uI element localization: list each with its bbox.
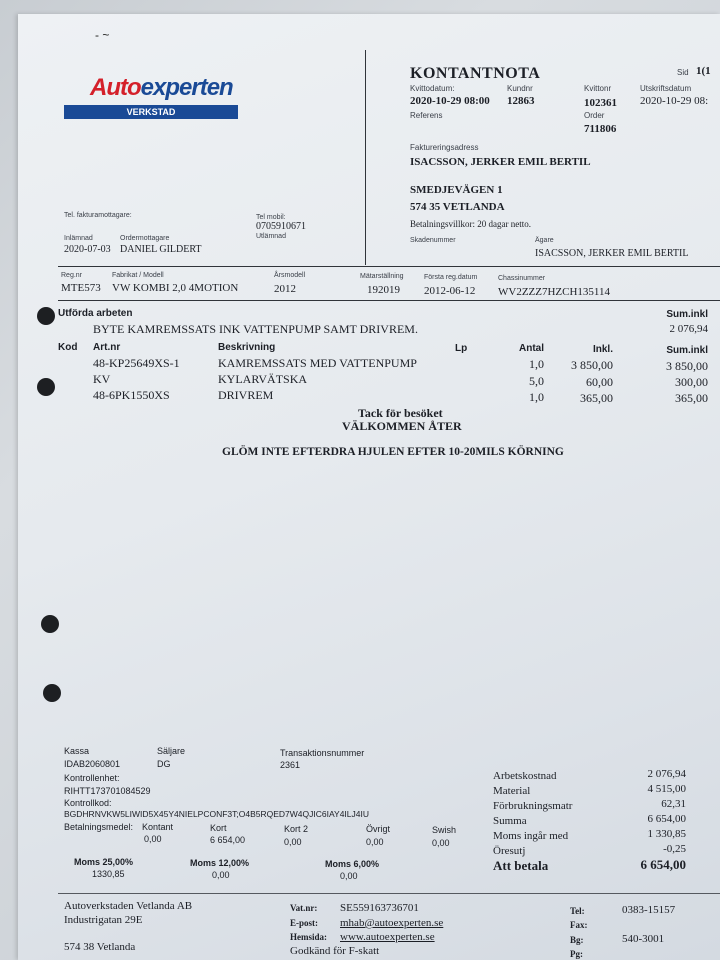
moms-25-label: Moms 25,00% xyxy=(74,857,134,867)
col-artnr: Art.nr xyxy=(93,342,121,353)
method-kort2-label: Kort 2 xyxy=(284,824,309,834)
footer-bg-label: Bg: xyxy=(570,935,584,945)
billing-city: 574 35 VETLANDA xyxy=(410,201,505,213)
row-antal: 1,0 xyxy=(529,357,544,371)
row-antal: 5,0 xyxy=(529,374,544,388)
footer-street: Industrigatan 29E xyxy=(64,914,143,926)
trans-label: Transaktionsnummer xyxy=(280,748,365,758)
footer-fskatt: Godkänd för F-skatt xyxy=(290,945,380,957)
tel-label: Tel. fakturamottagare: xyxy=(64,212,132,219)
referens-label: Referens xyxy=(410,111,443,120)
saljare-value: DG xyxy=(157,759,171,769)
att-betala-label: Att betala xyxy=(493,858,549,873)
payment-terms: Betalningsvillkor: 20 dagar netto. xyxy=(410,219,531,229)
method-ovrigt-value: 0,00 xyxy=(366,837,384,847)
kontrollenhet-value: RIHTT173701084529 xyxy=(64,786,151,796)
footer-email-link[interactable]: mhab@autoexperten.se xyxy=(340,917,444,929)
punch-hole-1 xyxy=(37,307,55,325)
welcome-message: VÄLKOMMEN ÅTER xyxy=(342,419,462,433)
mobil-label: Tel mobil: xyxy=(256,214,286,221)
betalning-label: Betalningsmedel: xyxy=(64,822,134,832)
kontrollkod-label: Kontrollkod: xyxy=(64,798,112,808)
footer-fax-label: Fax: xyxy=(570,920,588,930)
total-summa-value: 6 654,00 xyxy=(647,813,686,825)
regnr-label: Reg.nr xyxy=(61,272,83,279)
trans-value: 2361 xyxy=(280,760,301,770)
work-suminkl-label: Sum.inkl xyxy=(666,309,708,320)
ordermottagare-value: DANIEL GILDERT xyxy=(120,244,202,255)
year-value: 2012 xyxy=(274,283,296,295)
logo-auto-text: Auto xyxy=(90,74,141,101)
mobil-value: 0705910671 xyxy=(256,221,306,232)
method-swish-label: Swish xyxy=(432,825,457,835)
kundnr-value: 12863 xyxy=(507,95,535,107)
row-desc: KYLARVÄTSKA xyxy=(218,372,308,386)
moms-12-value: 0,00 xyxy=(212,870,230,880)
utskrift-label: Utskriftsdatum xyxy=(640,84,692,93)
work-section-label: Utförda arbeten xyxy=(58,308,133,319)
total-arbetskostnad-label: Arbetskostnad xyxy=(493,770,557,782)
total-moms-label: Moms ingår med xyxy=(493,830,569,842)
method-kontant-label: Kontant xyxy=(142,822,174,832)
meter-label: Mätarställning xyxy=(360,273,404,280)
col-lp: Lp xyxy=(455,343,468,354)
year-label: Årsmodell xyxy=(274,272,306,279)
total-arbetskostnad-value: 2 076,94 xyxy=(647,768,686,780)
total-summa-label: Summa xyxy=(493,815,527,827)
punch-hole-4 xyxy=(43,684,61,702)
kontrollenhet-label: Kontrollenhet: xyxy=(64,773,120,783)
order-value: 711806 xyxy=(584,123,617,135)
total-material-value: 4 515,00 xyxy=(647,783,686,795)
footer-company: Autoverkstaden Vetlanda AB xyxy=(64,900,193,912)
kassa-value: IDAB2060801 xyxy=(64,759,121,769)
row-artnr: KV xyxy=(93,372,111,386)
billing-name: ISACSSON, JERKER EMIL BERTIL xyxy=(410,156,591,168)
method-kort2-value: 0,00 xyxy=(284,837,302,847)
col-kod: Kod xyxy=(58,342,78,353)
ordermottagare-label: Ordermottagare xyxy=(120,235,170,242)
agare-label: Ägare xyxy=(535,237,554,244)
logo-experten-text: experten xyxy=(140,74,233,101)
kvittodatum-label: Kvittodatum: xyxy=(410,84,455,93)
footer-city: 574 38 Vetlanda xyxy=(64,941,136,953)
col-inkl: Inkl. xyxy=(592,344,613,355)
footer-web-link[interactable]: www.autoexperten.se xyxy=(340,931,435,943)
kontrollkod-value: BGDHRNVKW5LIWID5X45Y4NIELPCONF3T;O4B5RQED7W4QJIC6IAY4ILJ4IU xyxy=(64,809,369,819)
total-forbrukning-value: 62,31 xyxy=(661,798,686,810)
saljare-label: Säljare xyxy=(157,746,186,756)
row-sum: 300,00 xyxy=(675,375,708,389)
col-beskrivning: Beskrivning xyxy=(218,342,276,353)
logo-verkstad-banner: VERKSTAD xyxy=(64,105,238,119)
footer-pg-label: Pg: xyxy=(570,949,583,959)
row-artnr: 48-KP25649XS-1 xyxy=(93,356,180,370)
method-kontant-value: 0,00 xyxy=(144,834,162,844)
utskrift-value: 2020-10-29 08: xyxy=(640,95,709,107)
total-oresutj-label: Öresutj xyxy=(493,845,526,857)
kundnr-label: Kundnr xyxy=(507,84,533,93)
agare-value: ISACSSON, JERKER EMIL BERTIL xyxy=(535,248,689,259)
page-value: 1(1 xyxy=(696,65,711,77)
page-label: Sid xyxy=(677,68,689,77)
footer-email-label: E-post: xyxy=(290,918,319,928)
billing-street: SMEDJEVÄGEN 1 xyxy=(410,184,503,196)
work-description-sum: 2 076,94 xyxy=(669,323,708,335)
row-antal: 1,0 xyxy=(529,390,544,404)
thanks-message: Tack för besöket xyxy=(358,406,443,420)
row-desc: DRIVREM xyxy=(218,388,274,402)
header-divider xyxy=(365,50,366,265)
method-ovrigt-label: Övrigt xyxy=(366,824,391,834)
total-material-label: Material xyxy=(493,785,531,797)
footer-bg-value: 540-3001 xyxy=(622,933,665,945)
meter-value: 192019 xyxy=(367,284,400,296)
punch-hole-2 xyxy=(37,378,55,396)
chassis-label: Chassinummer xyxy=(498,275,546,282)
total-moms-value: 1 330,85 xyxy=(647,828,686,840)
utlamnad-label: Utlämnad xyxy=(256,233,286,240)
billing-label: Faktureringsadress xyxy=(410,143,479,152)
row-desc: KAMREMSSATS MED VATTENPUMP xyxy=(218,356,417,370)
footer-divider xyxy=(58,893,720,894)
col-antal: Antal xyxy=(519,343,544,354)
footer-tel-label: Tel: xyxy=(570,906,585,916)
total-forbrukning-label: Förbrukningsmatr xyxy=(493,800,573,812)
method-kort-value: 6 654,00 xyxy=(210,835,246,845)
moms-12-label: Moms 12,00% xyxy=(190,858,250,868)
work-description: BYTE KAMREMSSATS INK VATTENPUMP SAMT DRIVREM. xyxy=(93,322,418,336)
footer-tel-value: 0383-15157 xyxy=(622,904,676,916)
company-logo xyxy=(90,74,233,102)
firstreg-value: 2012-06-12 xyxy=(424,285,476,297)
model-label: Fabrikat / Modell xyxy=(112,272,164,279)
row-inkl: 60,00 xyxy=(586,375,613,389)
row-artnr: 48-6PK1550XS xyxy=(93,388,170,402)
punch-hole-3 xyxy=(41,615,59,633)
method-kort-label: Kort xyxy=(210,823,227,833)
method-swish-value: 0,00 xyxy=(432,838,450,848)
document-title: KONTANTNOTA xyxy=(410,65,541,82)
row-sum: 3 850,00 xyxy=(666,359,708,373)
firstreg-label: Första reg.datum xyxy=(424,274,478,281)
moms-6-label: Moms 6,00% xyxy=(325,859,380,869)
moms-6-value: 0,00 xyxy=(340,871,358,881)
row-sum: 365,00 xyxy=(675,391,708,405)
inlamnad-value: 2020-07-03 xyxy=(64,244,111,255)
footer-web-label: Hemsida: xyxy=(290,932,327,942)
order-label: Order xyxy=(584,111,605,120)
vehicle-bottom-line xyxy=(58,300,720,301)
chassis-value: WV2ZZZ7HZCH135114 xyxy=(498,286,611,298)
regnr-value: MTE573 xyxy=(61,282,101,294)
footer-vat-value: SE559163736701 xyxy=(340,902,419,914)
row-inkl: 3 850,00 xyxy=(571,358,613,372)
inlamnad-label: Inlämnad xyxy=(64,235,93,242)
kvittonr-label: Kvittonr xyxy=(584,84,612,93)
row-inkl: 365,00 xyxy=(580,391,613,405)
footer-vat-label: Vat.nr: xyxy=(290,903,318,913)
corner-mark: - ~ xyxy=(95,28,110,42)
col-suminkl: Sum.inkl xyxy=(666,345,708,356)
kvittodatum-value: 2020-10-29 08:00 xyxy=(410,95,490,107)
vehicle-top-line xyxy=(58,266,720,267)
moms-25-value: 1330,85 xyxy=(92,869,125,879)
kvittonr-value: 102361 xyxy=(584,97,617,109)
reminder-message: GLÖM INTE EFTERDRA HJULEN EFTER 10-20MILS KÖRNING xyxy=(222,446,564,458)
kassa-label: Kassa xyxy=(64,746,90,756)
att-betala-value: 6 654,00 xyxy=(640,857,686,872)
skadenummer-label: Skadenummer xyxy=(410,237,456,244)
model-value: VW KOMBI 2,0 4MOTION xyxy=(112,282,239,294)
total-oresutj-value: -0,25 xyxy=(663,843,686,855)
